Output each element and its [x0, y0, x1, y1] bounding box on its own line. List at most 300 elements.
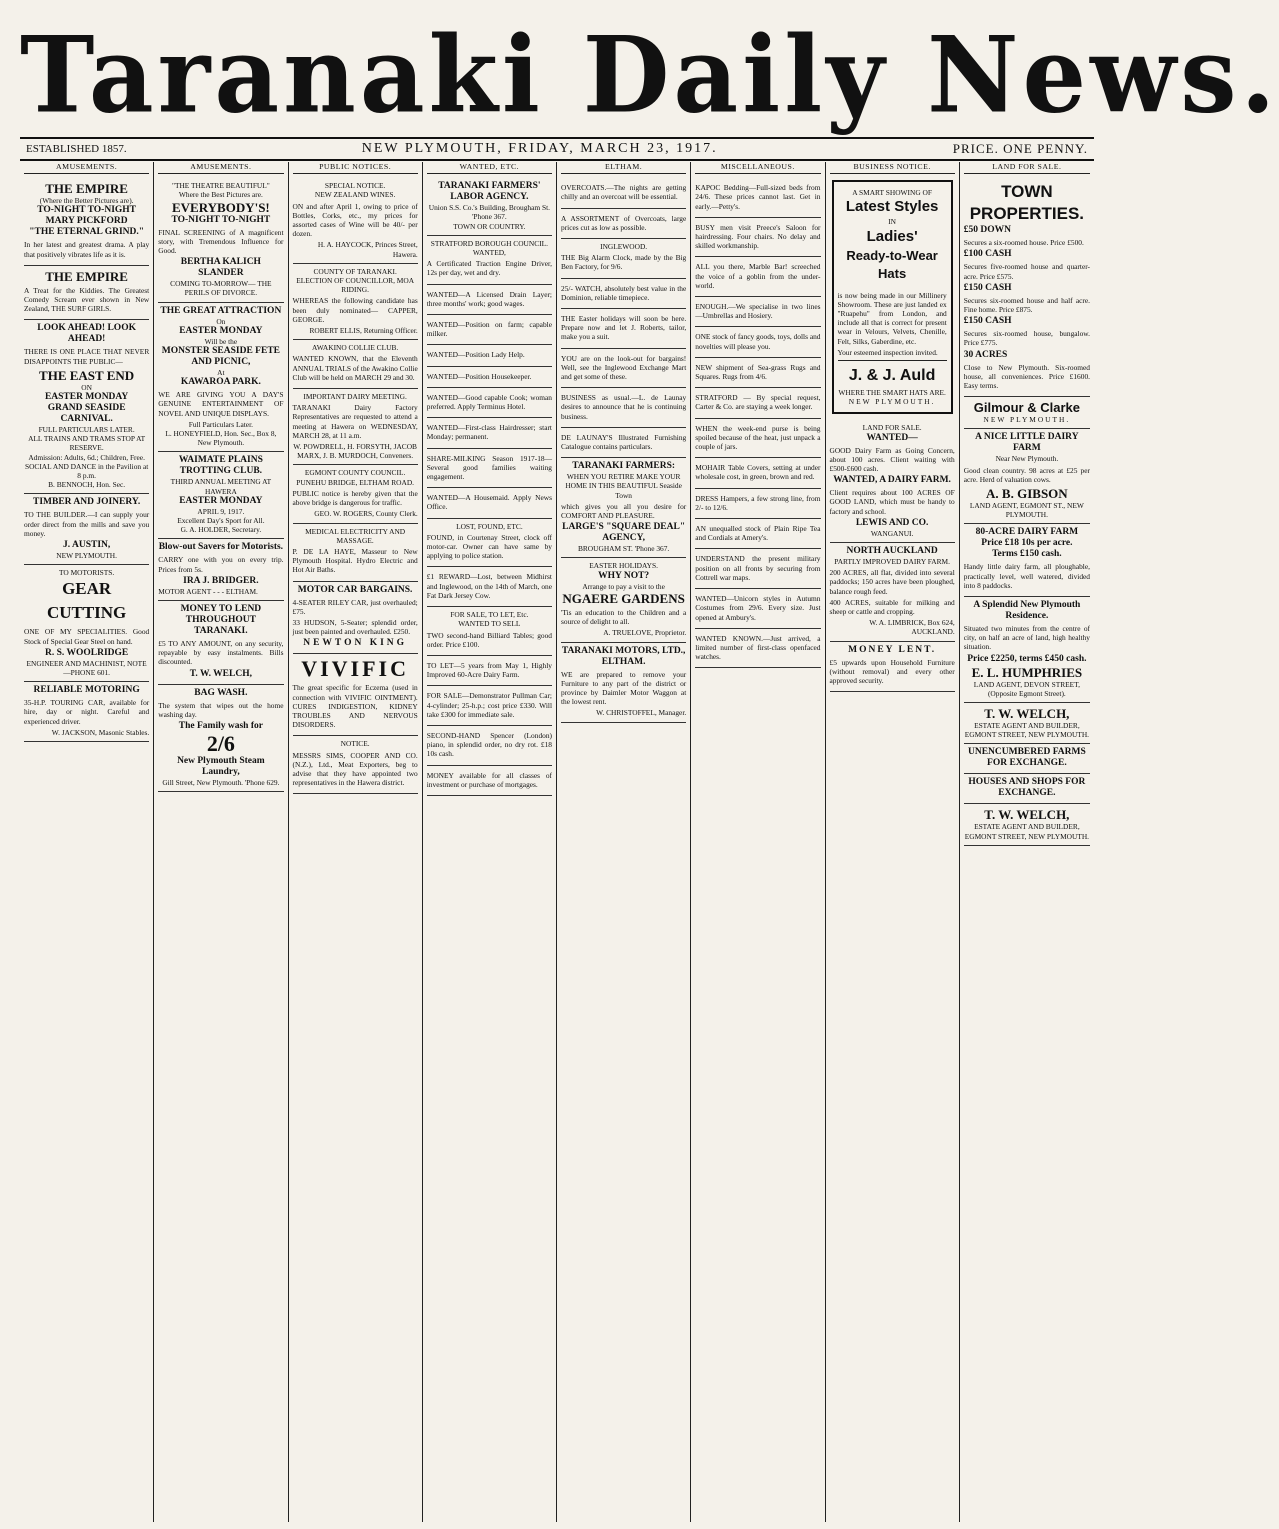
ad-text: FOR SALE—Demonstrator Pullman Car; 4-cylinder; 25-h.p.; cost price £330. Will take £300 for immediate sale. — [426, 691, 552, 719]
ad-east-end — [24, 320, 149, 494]
ad-text: 4-SEATER RILEY CAR, just overhauled; £75. — [292, 597, 418, 616]
ad-tailor — [561, 309, 686, 349]
ad-residence — [964, 597, 1090, 703]
ad-wanted — [427, 488, 552, 518]
ad-money-to-lend — [158, 601, 283, 685]
ad-dairy-farm — [964, 429, 1090, 524]
ad-wanted — [427, 367, 552, 388]
ad-price: 2/6 — [206, 731, 235, 757]
ad-title: UNENCUMBERED FARMS FOR EXCHANGE. — [967, 747, 1086, 769]
ad-wanted — [427, 345, 552, 366]
ad-sign: W. POWDRELL, H. FORSYTH, JACOB MARX, J. B. MURDOCH, Conveners. — [293, 442, 417, 461]
ad-sub: Gill Street, New Plymouth. 'Phone 629. — [162, 778, 280, 788]
ad-county-election — [293, 264, 418, 340]
ad-text-2: 400 ACRES, suitable for milking and sheep or cattle and cropping. — [829, 597, 955, 617]
ad-text: AN unequalled stock of Plain Ripe Tea and Cordials at Amery's. — [695, 524, 821, 543]
ad-welch-2 — [964, 804, 1090, 845]
ad-text: TWO second-hand Billiard Tables; good order. Price £100. — [426, 630, 552, 649]
ad-title: MEDICAL ELECTRICITY AND MASSAGE. — [305, 526, 406, 545]
ad-sub: ENGINEER AND MACHINIST, NOTE—PHONE 601. — [26, 658, 147, 678]
column-heading: BUSINESS NOTICE. — [830, 162, 955, 174]
ad-sign: W. A. LIMBRICK, Box 624, AUCKLAND. — [869, 618, 955, 637]
ad-price: Price £2250, terms £450 cash. — [967, 653, 1087, 664]
ad-title: HOUSES AND SHOPS FOR EXCHANGE. — [968, 777, 1086, 799]
ad-price: Price £18 10s per acre. — [981, 538, 1073, 549]
ad-title: NORTH AUCKLAND — [846, 546, 938, 557]
ad-town-properties — [964, 178, 1090, 397]
ad-sub: Where the Best Pictures are. — [178, 190, 263, 200]
ad-note: Full Particulars Later. — [188, 419, 253, 429]
ad-price-3: £150 CASH — [963, 282, 1012, 293]
ad-dairy-meeting — [293, 389, 418, 465]
column-heading: LAND FOR SALE. — [964, 162, 1090, 174]
ad-text: WANTED—Position Lady Help. — [426, 350, 525, 360]
ad-egmont-council — [293, 465, 418, 523]
ad-text: In her latest and greatest drama. A play that positively vibrates life as it is. — [24, 240, 150, 259]
ad-wanted — [427, 449, 552, 489]
ad-text-5: Close to New Plymouth. Six-roomed house, all conveniences. Price £1600. Easy terms. — [963, 362, 1090, 391]
ad-text: YOU are on the look-out for bargains! Well, see the Inglewood Exchange Mart and get some of these. — [561, 353, 687, 382]
column-business-notice — [826, 162, 960, 1522]
ad-admission: Admission: Adults, 6d.; Children, Free. — [28, 452, 145, 462]
ad-inglewood — [561, 239, 686, 279]
ad-text: SECOND-HAND Spencer (London) piano, in splendid order, no dry rot. £18 10s cash. — [426, 730, 552, 759]
ad-empire — [24, 178, 149, 266]
ad-text: MOHAIR Table Covers, setting at under wholesale cost, in green, brown and red. — [695, 463, 821, 482]
ad-title: WAIMATE PLAINS TROTTING CLUB. — [178, 455, 263, 477]
ad-text: ENOUGH.—We specialise in two lines —Umbrellas and Hosiery. — [695, 302, 821, 321]
ad-sub: which gives you all you desire for COMFORT AND PLEASURE. — [561, 501, 687, 521]
ad-massage — [293, 524, 418, 582]
ad-sub: WANTED, — [472, 248, 506, 258]
ad-desc: WE ARE GIVING YOU A DAY'S GENUINE ENTERTAINMENT OF NOVEL AND UNIQUE DISPLAYS. — [158, 390, 284, 418]
ad-title: IMPORTANT DAIRY MEETING. — [303, 392, 407, 402]
ad-on: On — [216, 316, 226, 326]
ad-gear-cutting — [24, 565, 149, 682]
ad-welch-1 — [964, 703, 1090, 744]
ad-tonight: TO-NIGHT TO-NIGHT — [37, 205, 137, 216]
ad-text: KAPOC Bedding—Full-sized beds from 24/6. These prices cannot last. Get in early.—Petty's. — [695, 183, 821, 211]
ad-misc — [695, 327, 820, 357]
ad-text: FINAL SCREENING of A magnificent story, with Tremendous Influence for Good. — [158, 227, 284, 256]
ad-text: MONEY available for all classes of investment or purchase of mortgages. — [426, 770, 552, 789]
ad-title: VIVIFIC — [301, 656, 410, 682]
ad-title: TOWN PROPERTIES. — [969, 182, 1085, 224]
ad-place: NEW PLYMOUTH. — [983, 415, 1071, 425]
ad-text: UNDERSTAND the present military position on all fronts by securing from Cottrell war maps. — [695, 554, 821, 582]
ad-collie-club — [293, 340, 418, 389]
ad-title: EASTER HOLIDAYS. — [589, 561, 658, 571]
ad-text: Situated two minutes from the centre of city, on half an acre of land, high healthy situation. — [963, 624, 1090, 652]
ad-addr: ESTATE AGENT AND BUILDER, EGMONT STREET, NEW PLYMOUTH. — [964, 721, 1090, 740]
ad-kawaroa-fete — [158, 303, 283, 453]
ad-addr: LAND AGENT, DEVON STREET, (Opposite Egmont Street). — [973, 679, 1080, 698]
ad-sign: L. HONEYFIELD, Hon. Sec., Box 8, New Plymouth. — [165, 429, 277, 448]
ad-motor-car-bargains — [293, 582, 418, 655]
ad-lost-found — [427, 519, 552, 568]
ad-reward — [427, 567, 552, 607]
ad-title: LOST, FOUND, ETC. — [456, 521, 523, 531]
ad-text: WANTED—Position on farm; capable milker. — [426, 320, 552, 339]
ad-title: RELIABLE MOTORING — [33, 685, 140, 696]
ad-text: SHARE-MILKING Season 1917-18— Several good families waiting engagement. — [426, 453, 552, 482]
place-date: NEW PLYMOUTH, FRIDAY, MARCH 23, 1917. — [361, 141, 718, 156]
ad-big: EVERYBODY'S! — [171, 199, 270, 215]
ad-text: THE Big Alarm Clock, made by the Big Ben Factory, for 9/6. — [561, 253, 687, 272]
ad-tonight: TO-NIGHT TO-NIGHT — [171, 214, 271, 225]
ad-trotting-club — [158, 452, 283, 539]
ad-title: MONEY LENT. — [848, 644, 937, 655]
ad-text: THERE IS ONE PLACE THAT NEVER DISAPPOINTS THE PUBLIC— — [24, 347, 150, 366]
ad-80-acre-farm — [964, 524, 1090, 597]
ad-sign: H. A. HAYCOCK, Princes Street, Hawera. — [317, 240, 418, 259]
ad-text: £5 upwards upon Household Furniture (without removal) and every other approved security. — [829, 657, 955, 686]
ad-assortment — [561, 209, 686, 239]
ad-text: THIRD ANNUAL MEETING AT HAWERA — [170, 477, 272, 496]
ad-text: Good clean country. 98 acres at £25 per acre. Herd of valuation cows. — [963, 465, 1090, 484]
column-amusements-1 — [20, 162, 154, 1522]
ad-title: AWAKINO COLLIE CLUB. — [312, 343, 399, 353]
ad-big: THE EAST END — [39, 367, 135, 383]
ad-misc — [695, 178, 820, 218]
column-public-notices — [289, 162, 423, 1522]
columns — [20, 162, 1094, 1522]
ad-name: W. JACKSON, Masonic Stables. — [51, 727, 150, 737]
ad-vivific — [293, 654, 418, 736]
ad-misc — [695, 388, 820, 418]
ad-sub: WHY NOT? — [598, 570, 650, 581]
ad-text: The great specific for Eczema (used in connection with VIVIFIC OINTMENT). CURES INDIGESTION, KIDNEY TROUBLES AND NERVOUS DISORDERS. — [292, 683, 418, 730]
ad-sub: ELECTION OF COUNCILLOR, MOA RIDING. — [296, 276, 415, 295]
ad-text: A Certificated Traction Engine Driver, 12s per day, wet and dry. — [426, 259, 552, 278]
ad-title: STRATFORD BOROUGH COUNCIL. — [430, 238, 548, 248]
ad-sign: GEO. W. ROGERS, County Clerk. — [314, 509, 418, 519]
ad-notice-sims — [293, 736, 418, 794]
ad-name: A. B. GIBSON — [986, 486, 1068, 502]
ad-misc — [695, 589, 820, 629]
ad-text: DRESS Hampers, a few strong line, from 2/- to 12/6. — [695, 493, 821, 512]
ad-to-let — [427, 656, 552, 686]
ad-text: NEW shipment of Sea-grass Rugs and Squares. Rugs from 4/6. — [695, 362, 821, 382]
ad-trains: ALL TRAINS AND TRAMS STOP AT RESERVE. — [28, 434, 146, 453]
ad-title: COUNTY OF TARANAKI. — [313, 266, 397, 276]
ad-text-3: Secures six-roomed house and half acre. Fine home. Price £875. — [963, 295, 1090, 315]
ad-price-2: £100 CASH — [963, 249, 1012, 260]
ad-de-launay — [561, 388, 686, 428]
price-text: PRICE. ONE PENNY. — [952, 141, 1088, 156]
column-heading: AMUSEMENTS. — [24, 162, 149, 174]
ad-title: TARANAKI FARMERS' LABOR AGENCY. — [438, 181, 541, 203]
ad-labor-agency — [427, 178, 552, 236]
ad-text: FOUND, in Courtenay Street, clock off motor-car. Owner can have same by applying to police station. — [426, 532, 552, 561]
ad-name: T. W. WELCH, — [984, 706, 1070, 722]
ad-text-4: Secures six-roomed house, bungalow. Price £775. — [963, 329, 1090, 348]
ad-name: R. S. WOOLRIDGE — [45, 647, 129, 658]
ad-day: EASTER MONDAY — [179, 495, 263, 506]
ad-title: TARANAKI FARMERS: — [572, 461, 676, 472]
ad-place: NEW PLYMOUTH. — [56, 551, 117, 561]
ad-price-4: £150 CASH — [963, 316, 1012, 327]
ad-misc — [695, 549, 820, 589]
ad-sign: W. CHRISTOFFEL, Manager. — [596, 708, 687, 718]
ad-sub: PARTLY IMPROVED DAIRY FARM. — [834, 557, 950, 567]
ad-text: WANTED—First-class Hairdresser; start Monday; permanent. — [426, 423, 552, 442]
ad-empire-matinee — [24, 266, 149, 321]
ad-text-2: 33 HUDSON, 5-Seater; splendid order, just been painted and overhauled. £250. — [292, 617, 418, 637]
ad-text: WANTED—Good capable Cook; woman preferred. Apply Terminus Hotel. — [426, 392, 552, 412]
ad-motoring — [24, 682, 149, 742]
ad-addr: ESTATE AGENT AND BUILDER, EGMONT STREET, NEW PLYMOUTH. — [964, 822, 1090, 841]
ad-taranaki-farmers — [561, 458, 686, 558]
ad-title: MOTOR CAR BARGAINS. — [297, 584, 413, 595]
ad-name: IRA J. BRIDGER. — [183, 575, 259, 586]
ad-note: Excellent Day's Sport for All. — [177, 516, 265, 526]
ad-text: 35-H.P. TOURING CAR, available for hire, day or night. Careful and experienced driver. — [24, 698, 150, 726]
ad-misc — [695, 489, 820, 519]
ad-title: 80-ACRE DAIRY FARM — [975, 527, 1079, 538]
ad-text: 200 ACRES, all flat, divided into several paddocks; 150 acres have been ploughed, balance rough feed. — [829, 568, 955, 596]
ad-title: THE EMPIRE — [45, 181, 128, 197]
ad-text: £1 REWARD—Lost, between Midhirst and Inglewood, on the 14th of March, one Fat Dark Jersey Cow. — [426, 572, 552, 600]
ad-text: Union S.S. Co.'s Building, Brougham St. 'Phone 367. — [428, 203, 550, 222]
ad-title: SPECIAL NOTICE. — [324, 181, 386, 191]
ad-text: is now being made in our Millinery Showroom. These are just landed ex "Ruapehu" from London, and include all that is correct for present wear in Velours, Velvets, Chenille, Felt, Silks, Gaberdine, etc. — [837, 290, 947, 346]
ad-text: STRATFORD — By special request, Carter & Co. are staying a week longer. — [695, 393, 821, 412]
ad-event: MONSTER SEASIDE FETE AND PICNIC, — [161, 346, 280, 368]
ad-text: THE Easter holidays will soon be here. Prepare now and let J. Roberts, tailor, make you a suit. — [561, 314, 687, 342]
ad-sub: WANTED TO SELL — [458, 619, 521, 629]
ad-coming: COMING TO-MORROW— THE PERILS OF DIVORCE. — [170, 279, 272, 298]
ad-name: LEWIS AND CO. — [855, 517, 929, 528]
ad-misc — [695, 358, 820, 388]
ad-everybodys — [158, 178, 283, 302]
column-eltham — [557, 162, 691, 1522]
ad-name: E. L. HUMPHRIES — [971, 664, 1083, 680]
ad-title: A NICE LITTLE DAIRY FARM — [975, 432, 1079, 454]
ad-misc — [695, 257, 820, 297]
ad-auld-hats — [832, 180, 953, 414]
ad-wanted — [427, 285, 552, 315]
ad-text: WHEREAS the following candidate has been duly nominated— CAPPER, GEORGE. — [292, 296, 418, 324]
ad-at: At — [217, 368, 225, 378]
ad-sub: Near New Plymouth. — [995, 454, 1059, 464]
ad-star: BERTHA KALICH — [180, 257, 261, 268]
column-land-for-sale — [960, 162, 1094, 1522]
ad-text: CARRY one with you on every trip. Prices from 5s. — [158, 555, 284, 574]
ad-title: NOTICE. — [340, 739, 370, 749]
ad-place: NEW PLYMOUTH. — [848, 397, 936, 407]
ad-big-2: Ladies' — [866, 227, 918, 245]
ad-title: TARANAKI MOTORS, LTD., ELTHAM. — [561, 645, 686, 667]
ad-title: LOOK AHEAD! LOOK AHEAD! — [37, 323, 136, 345]
ad-name: New Plymouth Steam Laundry, — [177, 756, 265, 778]
ad-sub: WHERE THE SMART HATS ARE. — [838, 388, 946, 398]
ad-text-1: Secures a six-roomed house. Price £500. — [963, 238, 1084, 248]
ad-text: OVERCOATS.—The nights are getting chilly and an overcoat will be essential. — [561, 183, 687, 202]
ad-sub: PUNEHU BRIDGE, ELTHAM ROAD. — [296, 477, 415, 487]
ad-text: ON and after April 1, owing to price of Bottles, Corks, etc., my prices for assorted cases of Wine will be 40/- per dozen. — [292, 201, 418, 239]
ad-name: LARGE'S "SQUARE DEAL" AGENCY, — [562, 522, 686, 544]
masthead — [20, 13, 1279, 137]
ad-title: TIMBER AND JOINERY. — [32, 497, 141, 508]
ad-farms-exchange — [964, 744, 1090, 774]
ad-title: A Splendid New Plymouth Residence. — [973, 600, 1081, 622]
ad-text: MESSRS SIMS, COOPER AND CO. (N.Z.), Ltd., Meat Exporters, beg to advise that they have appointed two representatives in the Hawera district. — [292, 750, 418, 788]
ad-land-wanted — [830, 420, 955, 543]
ad-name: T. W. WELCH, — [189, 668, 252, 679]
ad-on: ON — [81, 382, 92, 392]
ad-wanted — [427, 315, 552, 345]
ad-text: WANTED KNOWN, that the Eleventh ANNUAL TRIALS of the Awakino Collie Club will be held on MARCH 29 and 30. — [292, 354, 418, 382]
ad-text: Arrange to pay a visit to the — [582, 581, 665, 591]
ad-name: NEWTON KING — [303, 638, 408, 649]
ad-text: Handy little dairy farm, all ploughable, practically level, well watered, divided into 8 paddocks. — [963, 562, 1090, 590]
ad-title: GEAR CUTTING — [46, 579, 127, 623]
ad-day: EASTER MONDAY — [44, 392, 129, 403]
ad-feature: "THE ETERNAL GRIND." — [29, 227, 145, 238]
ad-misc — [695, 297, 820, 327]
ad-feature: SLANDER — [198, 268, 244, 279]
ad-terms: Terms £150 cash. — [992, 549, 1062, 560]
ad-text: £5 TO ANY AMOUNT, on any security, repayable by easy instalments. Bills discounted. — [158, 639, 284, 667]
ad-taranaki-motors — [561, 643, 686, 723]
column-heading: WANTED, ETC. — [427, 162, 552, 174]
column-wanted — [423, 162, 557, 1522]
ad-dance: SOCIAL AND DANCE in the Pavilion at 8 p.m. — [24, 461, 149, 481]
ad-sub: WANTED, A DAIRY FARM. — [833, 475, 951, 486]
ad-text: GOOD Dairy Farm as Going Concern, about 100 acres. Client waiting with £500-£600 cash. — [829, 445, 955, 474]
ad-place: KAWAROA PARK. — [180, 377, 261, 388]
established-text: ESTABLISHED 1857. — [26, 143, 127, 155]
column-heading: MISCELLANEOUS. — [695, 162, 820, 174]
ad-catalogue — [561, 428, 686, 458]
column-heading: PUBLIC NOTICES. — [293, 162, 418, 174]
ad-sub: MOTOR AGENT - - - ELTHAM. — [158, 586, 258, 596]
ad-big: The Family wash for — [178, 721, 263, 732]
ad-text: 25/- WATCH, absolutely best value in the Dominion, reliable timepiece. — [561, 283, 687, 302]
column-miscellaneous — [691, 162, 825, 1522]
ad-date: APRIL 9, 1917. — [197, 506, 245, 516]
ad-title: Blow-out Savers for Motorists. — [158, 542, 284, 553]
ad-overcoats — [561, 178, 686, 208]
ad-big-1: Latest Styles — [845, 198, 939, 216]
ad-sub: (Where the Better Pictures are). — [39, 196, 134, 206]
ad-star: MARY PICKFORD — [45, 216, 128, 227]
ad-text: A Treat for the Kiddies. The Greatest Comedy Scream ever shown in New Zealand, THE SURF GIRLS. — [24, 285, 150, 314]
column-heading: ELTHAM. — [561, 162, 686, 174]
ad-desc: Client requires about 100 ACRES OF GOOD LAND, which must be handy to factory and school. — [829, 488, 955, 516]
ad-gilmour-clarke — [964, 397, 1090, 429]
ad-exchange-mart — [561, 349, 686, 389]
ad-bag-wash — [158, 685, 283, 793]
ad-addr: BROUGHAM ST. 'Phone 367. — [577, 544, 670, 554]
dateline — [20, 137, 1094, 161]
ad-watch — [561, 279, 686, 309]
ad-money — [427, 766, 552, 796]
ad-addr: LAND AGENT, EGMONT ST., NEW PLYMOUTH. — [969, 501, 1084, 520]
ad-for-sale — [427, 607, 552, 656]
ad-title: BAG WASH. — [194, 687, 248, 698]
ad-title: THE EMPIRE — [45, 268, 128, 284]
ad-place: WANGANUI. — [870, 528, 914, 538]
ad-text: WHEN YOU RETIRE MAKE YOUR HOME IN THIS BEAUTIFUL Seaside Town — [565, 472, 682, 500]
ad-text: PUBLIC notice is hereby given that the above bridge is dangerous for traffic. — [292, 488, 418, 508]
ad-sign: B. BENNOCH, Hon. Sec. — [48, 480, 126, 490]
newspaper-title: Taranaki Daily News. — [20, 13, 1279, 137]
ad-misc — [695, 629, 820, 669]
ad-misc — [695, 218, 820, 258]
ad-title: WANTED— — [866, 432, 918, 443]
ad-invite: Your esteemed inspection invited. — [837, 347, 938, 357]
ad-text: WANTED KNOWN.—Just arrived, a limited number of first-class openfaced watches. — [695, 633, 821, 662]
ad-text: TARANAKI Dairy Factory Representatives are requested to attend a meeting at Hawera on WEDNESDAY, MARCH 28, at 11 a.m. — [292, 403, 418, 440]
ad-head: TO MOTORISTS. — [59, 568, 115, 578]
ad-big-3: Ready-to-Wear Hats — [846, 247, 938, 281]
ad-north-auckland — [830, 543, 955, 642]
ad-text-2: Secures five-roomed house and quarter-acre. Price £575. — [963, 262, 1090, 281]
ad-wanted — [427, 388, 552, 418]
ad-title: MONEY TO LEND THROUGHOUT TARANAKI. — [180, 604, 262, 637]
ad-day: EASTER MONDAY — [179, 325, 263, 336]
ad-ngaere-gardens — [561, 558, 686, 642]
ad-big: NGAERE GARDENS — [562, 590, 685, 606]
ad-text: WANTED—A Licensed Drain Layer; three months' work; good wages. — [426, 289, 552, 308]
ad-text: ALL you there, Marble Bar! screeched the voice of a goblin from the under-world. — [695, 262, 821, 290]
ad-title: FOR SALE, TO LET, Etc. — [450, 610, 529, 620]
ad-text: ONE OF MY SPECIALITIES. Good Stock of Special Gear Steel on hand. — [24, 627, 150, 646]
ad-text: DE LAUNAY'S Illustrated Furnishing Catalogue contains particulars. — [561, 432, 687, 452]
ad-for-sale — [427, 686, 552, 726]
ad-intro: A SMART SHOWING OF — [852, 188, 932, 198]
ad-sign: A. TRUELOVE, Proprietor. — [603, 628, 687, 638]
ad-blowout-savers — [158, 539, 283, 601]
ad-stratford-council — [427, 236, 552, 285]
ad-price-1: £50 DOWN — [963, 225, 1011, 236]
ad-name: J. & J. Auld — [848, 367, 936, 385]
ad-in: IN — [888, 217, 897, 227]
ad-title: EGMONT COUNTY COUNCIL. — [304, 468, 406, 478]
ad-piano — [427, 726, 552, 766]
ad-title: INGLEWOOD. — [600, 242, 648, 252]
ad-text: WE are prepared to remove your Furniture to any part of the district or province by Daimler Motor Waggon at the lowest rent. — [561, 669, 687, 707]
ad-name: Gilmour & Clarke — [973, 400, 1080, 416]
ad-text: Will be the — [204, 336, 238, 346]
ad-head: LAND FOR SALE. — [862, 423, 922, 433]
ad-text: WHEN the week-end purse is being spoiled because of the heat, just unpack a couple of jars. — [695, 423, 821, 452]
ad-houses-exchange — [964, 774, 1090, 804]
ad-note: FULL PARTICULARS LATER. — [38, 425, 135, 435]
ad-big: THE GREAT ATTRACTION — [160, 305, 282, 316]
ad-price-5: 30 ACRES — [963, 349, 1008, 360]
ad-text: WANTED—Unicorn styles in Autumn Costumes from 29/6. Every size. Just opened at Ambury's. — [695, 594, 821, 622]
ad-sub: NEW ZEALAND WINES. — [314, 190, 396, 200]
ad-event: GRAND SEASIDE CARNIVAL. — [47, 403, 126, 425]
ad-sign: G. A. HOLDER, Secretary. — [180, 525, 262, 535]
ad-timber — [24, 494, 149, 565]
ad-text: The system that wipes out the home washing day. — [158, 700, 284, 719]
ad-text: TO LET—5 years from May 1, Highly Improved 60-Acre Dairy Farm. — [426, 660, 552, 680]
ad-text: P. DE LA HAYE, Masseur to New Plymouth Hospital. Hydro Electric and Hot Air Baths. — [292, 546, 418, 575]
ad-nz-wines — [293, 178, 418, 264]
ad-desc: 'Tis an education to the Children and a source of delight to all. — [561, 607, 687, 627]
ad-title: "THE THEATRE BEAUTIFUL" — [171, 181, 270, 191]
ad-name: T. W. WELCH, — [984, 807, 1070, 823]
ad-text: BUSY men visit Preece's Saloon for hairdressing. Four chairs. No delay and skilled workmanship. — [695, 222, 821, 251]
ad-text: TO THE BUILDER.—I can supply your order direct from the mills and save you money. — [24, 510, 150, 538]
ad-misc — [695, 458, 820, 488]
ad-sign: ROBERT ELLIS, Returning Officer. — [309, 326, 418, 336]
ad-text: WANTED—Position Housekeeper. — [426, 371, 532, 381]
